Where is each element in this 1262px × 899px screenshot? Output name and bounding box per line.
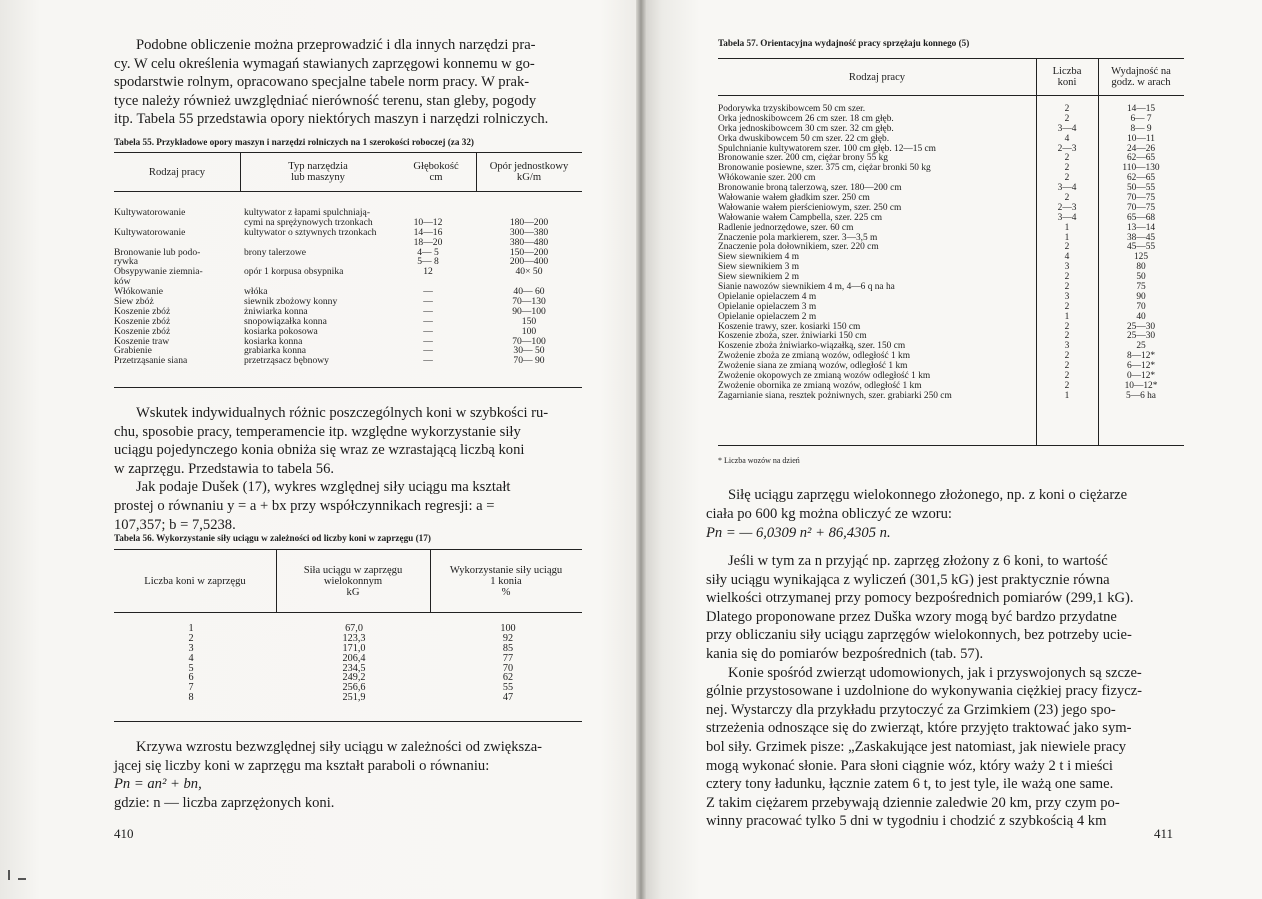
right-paragraph-1 — [706, 486, 1184, 523]
table-cell: — — [423, 316, 433, 327]
table-row — [718, 104, 1184, 114]
table-cell: 2 — [1064, 163, 1070, 174]
table-row — [718, 183, 1184, 193]
table-cell: 85 — [502, 643, 514, 654]
table-cell: Bronowanie lub podo- — [114, 247, 201, 258]
table-cell: Siew zbóż — [114, 297, 154, 307]
table-cell: Wałowanie wałem pierścieniowym, szer. 250 cm — [718, 202, 902, 213]
table-cell: 4 — [188, 653, 194, 664]
table-cell: Siew siewnikiem 4 m — [718, 252, 799, 263]
table-row — [718, 242, 1184, 252]
table-cell: Bronowanie szer. 200 cm, ciężar brony 55 kg — [718, 153, 888, 164]
column-divider — [240, 153, 241, 191]
table-cell: 2 — [1064, 113, 1070, 124]
table-56-header — [114, 550, 582, 613]
table-cell: 92 — [502, 633, 514, 644]
header-cell: Liczba koni w zaprzęgu — [144, 575, 246, 587]
table-row — [718, 331, 1184, 341]
table-cell: 150—200 — [509, 247, 549, 258]
table-row — [114, 218, 582, 228]
table-cell: 2 — [1064, 272, 1070, 283]
header-cell: Głębokość cm — [413, 161, 459, 183]
table-cell: ków — [114, 277, 131, 288]
table-cell: 50 — [1136, 272, 1146, 283]
text-line: winny pracować tylko 5 dni w tygodniu i chodzić z szybkością 4 km — [706, 813, 1107, 830]
table-cell: 10—12 — [413, 217, 443, 228]
table-row — [114, 307, 582, 317]
table-cell: 14—15 — [1126, 104, 1156, 114]
table-cell: Siew siewnikiem 2 m — [718, 272, 799, 283]
text-line: cztery tony ładunku, łącznie zatem 6 t, to jest tyle, ile ważą one same. — [706, 776, 1114, 793]
table-cell: Zagarnianie siana, resztek pożniwnych, szer. grabiarki 250 cm — [718, 390, 952, 401]
text-line: kania się do pomiarów bezpośrednich (tab. 57). — [706, 645, 984, 662]
table-row — [718, 153, 1184, 163]
table-row — [114, 654, 582, 664]
table-57-footnote: * Liczba wozów na dzień — [718, 456, 800, 465]
text-line: jącej się liczby koni w zaprzęgu ma kształt paraboli o równaniu: — [114, 757, 490, 774]
table-cell: kultywator o sztywnych trzonkach — [244, 227, 377, 238]
table-cell: 70—75 — [1126, 193, 1156, 204]
table-row — [718, 134, 1184, 144]
table-row — [114, 356, 582, 366]
table-row — [718, 322, 1184, 332]
table-cell: Koszenie traw — [114, 336, 170, 347]
page-number: 410 — [114, 826, 134, 841]
table-56-caption: Tabela 56. Wykorzystanie siły uciągu w zależności od liczby koni w zaprzęgu (17) — [114, 533, 431, 543]
table-cell: Opielanie opielaczem 3 m — [718, 301, 817, 312]
table-cell: 0—12* — [1126, 371, 1156, 382]
table-cell: 2 — [1064, 361, 1070, 372]
table-row — [114, 248, 582, 258]
text-line: tyce należy również uwzględniać nierówność terenu, stan gleby, pogody — [114, 92, 537, 109]
table-cell: 70 — [502, 663, 514, 674]
table-cell: 5 — [188, 663, 194, 674]
scan-mark — [18, 878, 26, 880]
text-line: bol siły. Grzimek pisze: „Zaskakujące jest natomiast, jak niewiele pracy — [706, 738, 1127, 755]
table-cell: 6— 7 — [1130, 113, 1152, 124]
table-cell: Zwożenie zboża ze zmianą wozów, odległość 1 km — [718, 351, 911, 362]
table-cell: Orka jednoskibowcem 26 cm szer. 18 cm głęb. — [718, 113, 894, 124]
text-line: przy obliczaniu siły uciągu zaprzęgów wielokonnych, bez potrzeby ucie- — [706, 627, 1132, 644]
table-cell: 5— 8 — [417, 257, 439, 268]
left-paragraph-2 — [114, 404, 582, 534]
table-cell: Wałowanie wałem gładkim szer. 250 cm — [718, 193, 870, 204]
table-cell: 2 — [1064, 321, 1070, 332]
table-cell: 2 — [1064, 282, 1070, 293]
table-row — [718, 381, 1184, 391]
table-cell: siewnik zbożowy konny — [244, 297, 338, 307]
table-cell: 5—6 ha — [1126, 390, 1156, 401]
right-paragraph-2 — [706, 552, 1184, 831]
table-cell: Koszenie zbóż — [114, 316, 171, 327]
text-line: itp. Tabela 55 przedstawia opory niektórych maszyn i narzędzi rolniczych. — [114, 111, 549, 128]
table-cell: 62—65 — [1126, 153, 1156, 164]
table-row — [718, 252, 1184, 262]
table-cell: Bronowanie broną talerzową, szer. 180—200 cm — [718, 183, 902, 194]
table-cell: 70—100 — [512, 336, 546, 347]
table-row — [114, 624, 582, 634]
table-cell: — — [423, 287, 433, 298]
table-cell: 171,0 — [342, 643, 366, 654]
table-row — [718, 312, 1184, 322]
table-cell: 90—100 — [512, 306, 546, 317]
table-cell: — — [423, 356, 433, 367]
table-cell: Wałowanie wałem Campbella, szer. 225 cm — [718, 212, 883, 223]
table-row — [718, 391, 1184, 401]
table-cell: 3—4 — [1057, 212, 1077, 223]
table-cell: Radlenie jednorzędowe, szer. 60 cm — [718, 222, 854, 233]
equation: Pn = an² + bn, — [114, 776, 202, 793]
table-56 — [114, 549, 582, 722]
table-cell: 80 — [1136, 262, 1146, 273]
text-line: strzeżenia odnoszące się do zwierząt, które przyjęto traktować jako sym- — [706, 720, 1132, 737]
text-line: 107,357; b = 7,5238. — [114, 516, 236, 533]
table-row — [718, 272, 1184, 282]
table-row — [718, 262, 1184, 272]
table-cell: Koszenie zboża, szer. żniwiarki 150 cm — [718, 331, 867, 342]
table-cell: 47 — [502, 693, 514, 704]
table-row — [114, 317, 582, 327]
table-cell: 24—26 — [1126, 143, 1156, 154]
book-gutter — [636, 0, 646, 899]
table-cell: 38—45 — [1126, 232, 1156, 243]
table-row — [718, 233, 1184, 243]
table-cell: 3 — [188, 643, 194, 654]
text-line: uciągu pojedynczego konia obniża się wraz ze wzrastającą liczbą koni — [114, 442, 525, 459]
table-cell: 8— 9 — [1130, 123, 1152, 134]
table-cell: Zwożenie okopowych ze zmianą wozów odległość 1 km — [718, 371, 931, 382]
table-cell: 200—400 — [509, 257, 549, 268]
text-line: mogą wykonać słonie. Para słoni ciągnie wóz, który waży 2 t i mieści — [706, 757, 1113, 774]
table-cell: 2 — [1064, 331, 1070, 342]
table-cell: 125 — [1133, 252, 1149, 263]
table-cell: 150 — [521, 316, 537, 327]
table-cell: Zwożenie obornika ze zmianą wozów, odległość 1 km — [718, 380, 922, 391]
table-row — [114, 346, 582, 356]
table-cell: 12 — [423, 267, 433, 278]
table-55-body — [114, 208, 582, 366]
table-cell: Spulchnianie kultywatorem szer. 100 cm głęb. 12—15 cm — [718, 143, 936, 154]
table-cell: 2 — [1064, 193, 1070, 204]
table-cell: Przetrząsanie siana — [114, 356, 188, 367]
text-line: Podobne obliczenie można przeprowadzić i dla innych narzędzi pra- — [136, 37, 536, 53]
table-row — [718, 144, 1184, 154]
table-56-body — [114, 624, 582, 703]
table-cell: 40— 60 — [513, 287, 545, 298]
table-cell: Grabienie — [114, 346, 152, 357]
table-cell: Koszenie zbóż — [114, 306, 171, 317]
formula: Pn = — 6,0309 n² + 86,4305 n. — [706, 525, 891, 541]
text-line: spodarstwie rolnym, opracowano specjalne tabele norm pracy. W prak- — [114, 74, 530, 91]
table-cell: 25—30 — [1126, 321, 1156, 332]
table-cell: 65—68 — [1126, 212, 1156, 223]
table-cell: 90 — [1136, 291, 1146, 302]
table-cell: grabiarka konna — [244, 346, 307, 357]
text-line: nej. Wystarczy dla przykładu przytoczyć za Grzimkiem (23) jego spo- — [706, 701, 1116, 718]
table-row — [114, 228, 582, 238]
table-cell: 2 — [188, 633, 194, 644]
table-cell: 62 — [502, 673, 514, 684]
table-row — [114, 327, 582, 337]
table-57 — [718, 58, 1184, 446]
table-cell: Opielanie opielaczem 4 m — [718, 291, 817, 302]
table-cell: Kultywatorowanie — [114, 227, 186, 238]
table-cell: 1 — [1064, 222, 1070, 233]
table-57-body — [718, 104, 1184, 401]
text-line: prostej o równaniu y = a + bx przy współczynnikach regresji: a = — [114, 497, 495, 514]
table-cell: 10—11 — [1127, 133, 1155, 144]
table-cell: Podorywka trzyskibowcem 50 cm szer. — [718, 104, 866, 114]
table-row — [114, 267, 582, 277]
table-cell: 8—12* — [1126, 351, 1156, 362]
text-line: Konie spośród zwierząt udomowionych, jak i przyswojonych są szcze- — [728, 664, 1142, 681]
table-row — [718, 213, 1184, 223]
column-divider — [276, 550, 277, 612]
table-cell: 1 — [1064, 311, 1070, 322]
table-cell: kultywator z łapami spulchniają- — [244, 208, 371, 218]
table-row — [718, 292, 1184, 302]
text-line: siły uciągu wynikająca z wyliczeń (301,5 kG) jest praktycznie równa — [706, 571, 1110, 588]
table-cell: Koszenie trawy, szer. kosiarki 150 cm — [718, 321, 861, 332]
text-line: Krzywa wzrostu bezwzględnej siły uciągu w zależności od zwiększa- — [136, 739, 543, 755]
text-line: Z takim ciężarem przebywają dziennie zaledwie 20 km, przy czym po- — [706, 794, 1120, 811]
table-row — [114, 287, 582, 297]
table-cell: 110—130 — [1122, 163, 1160, 174]
table-cell: 70 — [1136, 301, 1146, 312]
table-57-header — [718, 59, 1184, 96]
table-row — [114, 683, 582, 693]
table-cell: 30— 50 — [513, 346, 545, 357]
table-55-header — [114, 153, 582, 192]
table-cell: 3 — [1064, 262, 1070, 273]
table-cell: — — [423, 326, 433, 337]
table-cell: Orka dwuskibowcem 50 cm szer. 22 cm głęb. — [718, 133, 890, 144]
left-paragraph-1 — [114, 36, 582, 129]
table-cell: Obsypywanie ziemnia- — [114, 267, 203, 278]
text-line: ciała po 600 kg można obliczyć ze wzoru: — [706, 505, 952, 522]
table-cell: 25 — [1136, 341, 1146, 352]
table-cell: przetrząsacz bębnowy — [244, 356, 329, 367]
text-line: Jeśli w tym za n przyjąć np. zaprzęg złożony z 6 koni, to wartość — [728, 553, 1108, 569]
table-row — [718, 223, 1184, 233]
table-cell: Zwożenie siana ze zmianą wozów, odległość 1 km — [718, 361, 908, 372]
header-cell: Wykorzystanie siły uciągu 1 konia % — [449, 564, 563, 598]
text-line: chu, sposobie pracy, temperamencie itp. względne wykorzystanie siły — [114, 423, 521, 440]
table-cell: 100 — [521, 326, 537, 337]
header-cell: Wydajność na godz. w arach — [1111, 66, 1171, 88]
table-cell: cymi na sprężynowych trzonkach — [244, 217, 373, 228]
table-cell: — — [423, 297, 433, 307]
table-cell: 13—14 — [1126, 222, 1156, 233]
table-cell: 2—3 — [1057, 143, 1077, 154]
table-cell: 55 — [502, 683, 514, 694]
table-cell: 25—30 — [1126, 331, 1156, 342]
table-cell: 70—75 — [1126, 202, 1156, 213]
table-row — [114, 337, 582, 347]
table-cell: Znaczenie pola dołownikiem, szer. 220 cm — [718, 242, 879, 253]
table-cell: 18—20 — [413, 237, 443, 248]
table-row — [718, 341, 1184, 351]
table-cell: 4 — [1064, 133, 1070, 144]
table-cell: 3 — [1064, 341, 1070, 352]
header-cell: Siła uciągu w zaprzęgu wielokonnym kG — [303, 564, 403, 598]
table-row — [718, 193, 1184, 203]
table-cell: 2 — [1064, 242, 1070, 253]
table-cell: 4 — [1064, 252, 1070, 263]
table-cell: Kultywatorowanie — [114, 208, 186, 218]
table-cell: 4— 5 — [417, 247, 439, 258]
table-row — [114, 673, 582, 683]
table-cell: 1 — [1064, 232, 1070, 243]
table-cell: 67,0 — [345, 624, 363, 634]
table-cell: kosiarka pokosowa — [244, 326, 318, 337]
table-row — [114, 208, 582, 218]
table-row — [114, 693, 582, 703]
left-paragraph-4 — [114, 738, 582, 812]
table-cell: 2 — [1064, 104, 1070, 114]
table-cell: 123,3 — [342, 633, 366, 644]
table-cell: 256,6 — [342, 683, 366, 694]
table-row — [114, 297, 582, 307]
table-cell: Włókowanie szer. 200 cm — [718, 173, 816, 184]
table-cell: 206,4 — [342, 653, 366, 664]
table-cell: 70—130 — [512, 297, 546, 307]
table-row — [114, 277, 582, 287]
table-cell: 251,9 — [342, 693, 366, 704]
table-cell: 7 — [188, 683, 194, 694]
table-cell: 380—480 — [509, 237, 549, 248]
table-row — [114, 238, 582, 248]
table-57-caption: Tabela 57. Orientacyjna wydajność pracy sprzężaju konnego (5) — [718, 38, 970, 48]
table-cell: 249,2 — [342, 673, 366, 684]
header-cell: Liczba koni — [1052, 66, 1082, 88]
table-cell: 234,5 — [342, 663, 366, 674]
table-cell: Bronowanie posiewne, szer. 375 cm, ciężar bronki 50 kg — [718, 163, 931, 174]
text-line: Dlatego proponowane przez Duška wzory mogą być bardzo przydatne — [706, 608, 1117, 625]
table-row — [718, 351, 1184, 361]
header-cell: Opór jednostkowy kG/m — [489, 161, 569, 183]
table-cell: — — [423, 306, 433, 317]
table-row — [718, 163, 1184, 173]
table-55-caption: Tabela 55. Przykładowe opory maszyn i narzędzi rolniczych na 1 szerokości roboczej (za 32) — [114, 137, 474, 147]
table-row — [718, 361, 1184, 371]
table-cell: 75 — [1136, 282, 1146, 293]
table-cell: 40 — [1136, 311, 1146, 322]
text-line: cy. W celu określenia wymagań stawianych zaprzęgowi konnemu w go- — [114, 55, 535, 72]
header-cell: Rodzaj pracy — [148, 166, 206, 178]
table-row — [718, 124, 1184, 134]
table-cell: Sianie nawozów siewnikiem 4 m, 4—6 q na ha — [718, 282, 895, 293]
table-cell: 62—65 — [1126, 173, 1156, 184]
table-cell: 8 — [188, 693, 194, 704]
table-row — [114, 664, 582, 674]
table-cell: 45—55 — [1126, 242, 1156, 253]
table-cell: Opielanie opielaczem 2 m — [718, 311, 817, 322]
table-row — [114, 644, 582, 654]
table-cell: brony talerzowe — [244, 247, 307, 258]
table-cell: 6 — [188, 673, 194, 684]
table-cell: 2 — [1064, 371, 1070, 382]
table-cell: 180—200 — [509, 217, 549, 228]
text-line: w zaprzęgu. Przedstawia to tabela 56. — [114, 460, 335, 477]
table-cell: — — [423, 346, 433, 357]
text-line: gólnie przystosowane i uzdolnione do wykonywania ciężkiej pracy fizycz- — [706, 683, 1143, 700]
table-row — [718, 203, 1184, 213]
table-cell: 40× 50 — [515, 267, 543, 278]
table-cell: 2 — [1064, 380, 1070, 391]
text-line: wielkości otrzymanej przy pomocy bezpośrednich pomiarów (299,1 kG). — [706, 590, 1134, 607]
table-row — [718, 302, 1184, 312]
scan-mark — [8, 870, 10, 880]
table-row — [718, 114, 1184, 124]
table-cell: 3 — [1064, 291, 1070, 302]
column-divider — [430, 550, 431, 612]
table-cell: Koszenie zboża żniwiarko-wiązałką, szer. 150 cm — [718, 341, 906, 352]
table-cell: żniwiarka konna — [244, 306, 308, 317]
table-55 — [114, 152, 582, 388]
table-row — [718, 173, 1184, 183]
table-cell: 1 — [1064, 390, 1070, 401]
text-line: Siłę uciągu zaprzęgu wielokonnego złożonego, np. z koni o ciężarze — [728, 487, 1128, 503]
table-cell: 2 — [1064, 301, 1070, 312]
table-row — [114, 257, 582, 267]
table-cell: 100 — [500, 624, 516, 634]
header-cell: Typ narzędzia lub maszyny — [288, 161, 348, 183]
text-line: Jak podaje Dušek (17), wykres względnej siły uciągu ma kształt — [136, 479, 511, 496]
page-number: 411 — [1154, 826, 1174, 841]
table-cell: — — [423, 336, 433, 347]
table-cell: 2 — [1064, 173, 1070, 184]
table-cell: 2—3 — [1057, 202, 1077, 213]
table-cell: snopowiązałka konna — [244, 316, 327, 327]
table-row — [114, 634, 582, 644]
table-cell: Włókowanie — [114, 287, 164, 298]
header-cell: Rodzaj pracy — [848, 71, 906, 83]
text-line: gdzie: n — liczba zaprzężonych koni. — [114, 794, 335, 811]
table-cell: Znaczenie pola markierem, szer. 3—3,5 m — [718, 232, 878, 243]
table-cell: 3—4 — [1057, 123, 1077, 134]
table-cell: 70— 90 — [513, 356, 545, 367]
table-cell: kosiarka konna — [244, 336, 303, 347]
table-cell: włóka — [244, 287, 268, 298]
table-cell: opór 1 korpusa obsypnika — [244, 267, 344, 278]
table-cell: 3—4 — [1057, 183, 1077, 194]
table-cell: Siew siewnikiem 3 m — [718, 262, 799, 273]
table-cell: 2 — [1064, 351, 1070, 362]
table-cell: 1 — [188, 624, 194, 634]
table-cell: Koszenie zbóż — [114, 326, 171, 337]
column-divider — [476, 153, 477, 191]
right-page — [640, 0, 1262, 899]
table-cell: 14—16 — [413, 227, 443, 238]
table-cell: 2 — [1064, 153, 1070, 164]
table-row — [718, 371, 1184, 381]
table-row — [718, 282, 1184, 292]
table-cell: 10—12* — [1124, 380, 1158, 391]
table-cell: 6—12* — [1126, 361, 1156, 372]
table-cell: 300—380 — [509, 227, 549, 238]
table-cell: Orka jednoskibowcem 30 cm szer. 32 cm głęb. — [718, 123, 894, 134]
table-cell: rywka — [114, 257, 138, 268]
table-cell: 77 — [502, 653, 514, 664]
table-cell: 50—55 — [1126, 183, 1156, 194]
text-line: Wskutek indywidualnych różnic poszczególnych koni w szybkości ru- — [136, 405, 549, 421]
